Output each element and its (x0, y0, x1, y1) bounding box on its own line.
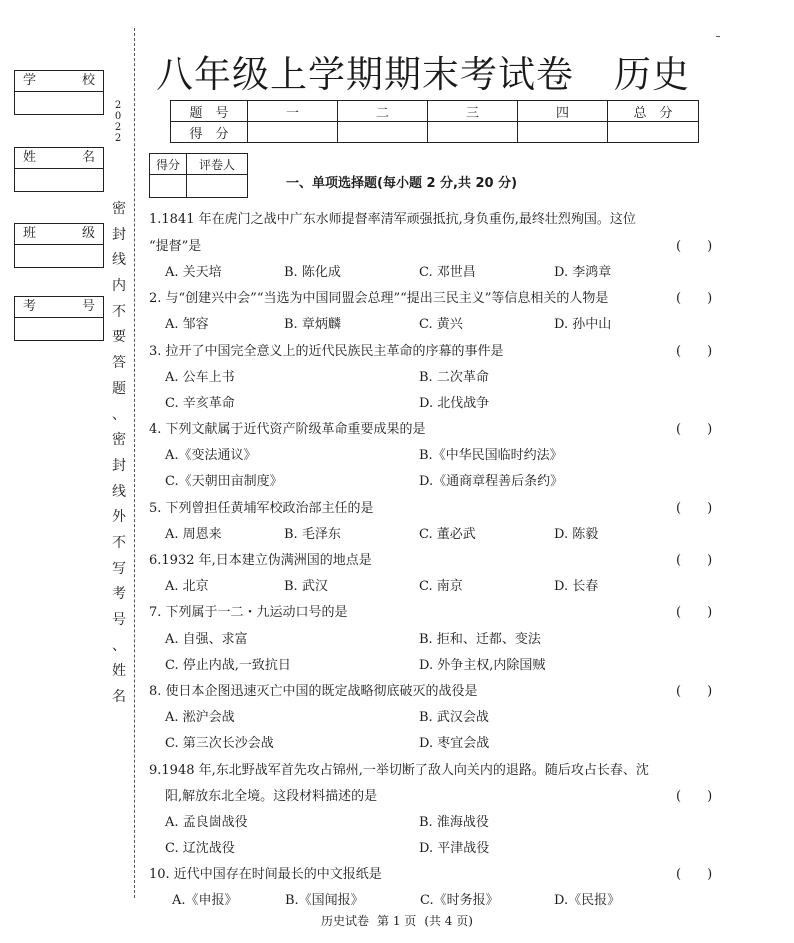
corner-mark (716, 36, 720, 37)
question-3-stem: 3. 拉开了中国完全意义上的近代民族民主革命的序幕的事件是 (149, 344, 504, 359)
option-a: A. 孟良崮战役 (165, 815, 248, 830)
question-1-stem: 1.1841 年在虎门之战中广东水师提督率清军顽强抵抗,身负重伤,最终壮烈殉国。这位 (149, 212, 636, 227)
answer-paren[interactable]: ( ) (676, 684, 713, 699)
seal-warning-char: 封 (112, 226, 126, 243)
number-label-b: 号 (81, 299, 95, 314)
option-b: B. 章炳麟 (284, 317, 341, 332)
option-a: A. 自强、求富 (165, 632, 248, 647)
seal-warning-char: 、 (112, 637, 126, 654)
score-cell[interactable] (248, 122, 338, 143)
answer-paren[interactable]: ( ) (676, 422, 713, 437)
seal-warning-char: 题 (112, 380, 126, 397)
option-b: B. 淮海战役 (419, 815, 489, 830)
question-8-stem: 8. 使日本企图迅速灭亡中国的既定战略彻底破灭的战役是 (149, 684, 478, 699)
question-6-stem: 6.1932 年,日本建立伪满洲国的地点是 (149, 553, 372, 568)
answer-paren[interactable]: ( ) (676, 867, 713, 882)
seal-line (134, 28, 135, 898)
year-vertical (113, 100, 123, 144)
option-a: A. 关天培 (165, 265, 222, 280)
question-5-stem: 5. 下列曾担任黄埔军校政治部主任的是 (149, 501, 374, 516)
question-2-stem: 2. 与“创建兴中会”“当选为中国同盟会总理”“提出三民主义”等信息相关的人物是 (149, 291, 609, 306)
score-cell[interactable] (428, 122, 518, 143)
option-d: D. 陈毅 (554, 527, 599, 542)
grader-score-label: 得分 (150, 154, 187, 175)
year-digit: 2 (114, 100, 122, 111)
option-c: C. 第三次长沙会战 (165, 736, 274, 751)
page-footer (0, 912, 794, 929)
option-b: B. 二次革命 (419, 370, 489, 385)
year-digit: 2 (114, 133, 122, 144)
answer-paren[interactable]: ( ) (676, 553, 713, 568)
score-row-label: 得 分 (171, 122, 248, 143)
seal-warning-char: 线 (112, 252, 126, 269)
year-digit: 0 (114, 111, 122, 122)
class-field[interactable] (15, 245, 103, 267)
name-label-b: 名 (81, 150, 95, 165)
answer-paren[interactable]: ( ) (676, 501, 713, 516)
option-d: D. 孙中山 (554, 317, 612, 332)
option-c: C. 董必武 (419, 527, 476, 542)
option-a: A. 淞沪会战 (165, 710, 235, 725)
option-a: A. 周恩来 (165, 527, 222, 542)
footer-page: 第 1 页 (377, 914, 417, 928)
seal-warning-char: 写 (112, 560, 126, 577)
number-field[interactable] (15, 318, 103, 340)
option-c: C. 黄兴 (419, 317, 463, 332)
option-a: A. 邹容 (165, 317, 209, 332)
score-cell[interactable] (338, 122, 428, 143)
grader-score-field[interactable] (150, 175, 187, 198)
school-box (14, 70, 104, 115)
seal-warning-char: 密 (112, 201, 126, 217)
class-label-b: 级 (81, 226, 95, 241)
score-cell[interactable] (608, 122, 699, 143)
seal-warning (110, 197, 128, 711)
score-header-cell: 三 (428, 101, 518, 122)
option-b: B. 毛泽东 (284, 527, 341, 542)
name-field[interactable] (15, 169, 103, 191)
option-c: C. 辽沈战役 (165, 841, 235, 856)
seal-warning-char: 线 (112, 483, 126, 500)
score-header-cell: 四 (518, 101, 608, 122)
option-b: B.《国闻报》 (285, 893, 364, 908)
option-b: B. 拒和、迁都、变法 (419, 632, 541, 647)
option-d: D. 北伐战争 (419, 396, 490, 411)
option-a: A.《申报》 (172, 893, 238, 908)
seal-warning-char: 内 (112, 278, 126, 295)
option-b: B. 武汉 (284, 579, 328, 594)
score-header-cell: 一 (248, 101, 338, 122)
answer-paren[interactable]: ( ) (676, 789, 713, 804)
question-1-stem-cont: “提督”是 (149, 239, 202, 254)
section-title: 一、单项选择题(每小题 2 分,共 20 分) (286, 176, 518, 191)
seal-warning-char: 不 (112, 534, 126, 551)
option-c: C. 辛亥革命 (165, 396, 235, 411)
school-label-b: 校 (81, 73, 95, 88)
score-header-cell: 题 号 (171, 101, 248, 122)
grader-box (149, 153, 248, 198)
option-a: A. 北京 (165, 579, 209, 594)
question-9-stem-cont: 阳,解放东北全境。这段材料描述的是 (165, 789, 378, 804)
footer-subject: 历史试卷 (321, 914, 370, 928)
option-d: D. 李鸿章 (554, 265, 612, 280)
school-label-a: 学 (23, 73, 37, 88)
score-header-cell: 二 (338, 101, 428, 122)
seal-warning-char: 姓 (112, 663, 126, 680)
number-label-a: 考 (23, 299, 37, 314)
option-c: C.《时务报》 (420, 893, 499, 908)
score-cell[interactable] (518, 122, 608, 143)
school-field[interactable] (15, 92, 103, 114)
score-table (170, 100, 699, 143)
class-label-a: 班 (23, 226, 37, 241)
grader-name-field[interactable] (187, 175, 248, 198)
exam-title (156, 44, 690, 98)
option-c: C.《天朝田亩制度》 (165, 474, 283, 489)
answer-paren[interactable]: ( ) (676, 291, 713, 306)
option-b: B. 武汉会战 (419, 710, 489, 725)
seal-warning-char: 不 (112, 303, 126, 320)
question-4-stem: 4. 下列文献属于近代资产阶级革命重要成果的是 (149, 422, 426, 437)
seal-warning-char: 外 (112, 509, 126, 526)
option-a: A. 公车上书 (165, 370, 235, 385)
question-10-stem: 10. 近代中国存在时间最长的中文报纸是 (149, 867, 382, 882)
option-b: B.《中华民国临时约法》 (419, 448, 563, 463)
option-b: B. 陈化成 (284, 265, 341, 280)
seal-warning-char: 封 (112, 457, 126, 474)
option-c: C. 停止内战,一致抗日 (165, 658, 291, 673)
footer-total: (共 4 页) (424, 914, 473, 928)
class-box (14, 223, 104, 268)
seal-warning-char: 密 (112, 432, 126, 449)
name-label-a: 姓 (23, 150, 37, 165)
seal-warning-char: 考 (112, 586, 126, 603)
option-c: C. 南京 (419, 579, 463, 594)
option-a: A.《变法通议》 (165, 448, 257, 463)
seal-warning-char: 答 (112, 355, 126, 372)
exam-subject: 历史 (614, 53, 690, 96)
answer-paren[interactable]: ( ) (676, 605, 713, 620)
option-d: D.《民报》 (554, 893, 621, 908)
seal-warning-char: 名 (112, 689, 126, 706)
exam-title-text: 八年级上学期期末考试卷 (156, 53, 574, 96)
option-c: C. 邓世昌 (419, 265, 476, 280)
score-header-cell: 总 分 (608, 101, 699, 122)
number-box (14, 296, 104, 341)
answer-paren[interactable]: ( ) (676, 344, 713, 359)
question-7-stem: 7. 下列属于一二・九运动口号的是 (149, 605, 348, 620)
name-box (14, 147, 104, 192)
option-d: D.《通商章程善后条约》 (419, 474, 564, 489)
seal-warning-char: 号 (112, 612, 126, 628)
seal-warning-char: 要 (112, 329, 126, 346)
answer-paren[interactable]: ( ) (676, 239, 713, 254)
grader-name-label: 评卷人 (187, 154, 248, 175)
option-d: D. 枣宜会战 (419, 736, 490, 751)
seal-warning-char: 、 (112, 406, 126, 423)
question-9-stem: 9.1948 年,东北野战军首先攻占锦州,一举切断了敌人向关内的退路。随后攻占长春、沈 (149, 763, 649, 778)
option-d: D. 外争主权,内除国贼 (419, 658, 546, 673)
option-d: D. 长春 (554, 579, 599, 594)
option-d: D. 平津战役 (419, 841, 490, 856)
year-digit: 2 (114, 122, 122, 133)
